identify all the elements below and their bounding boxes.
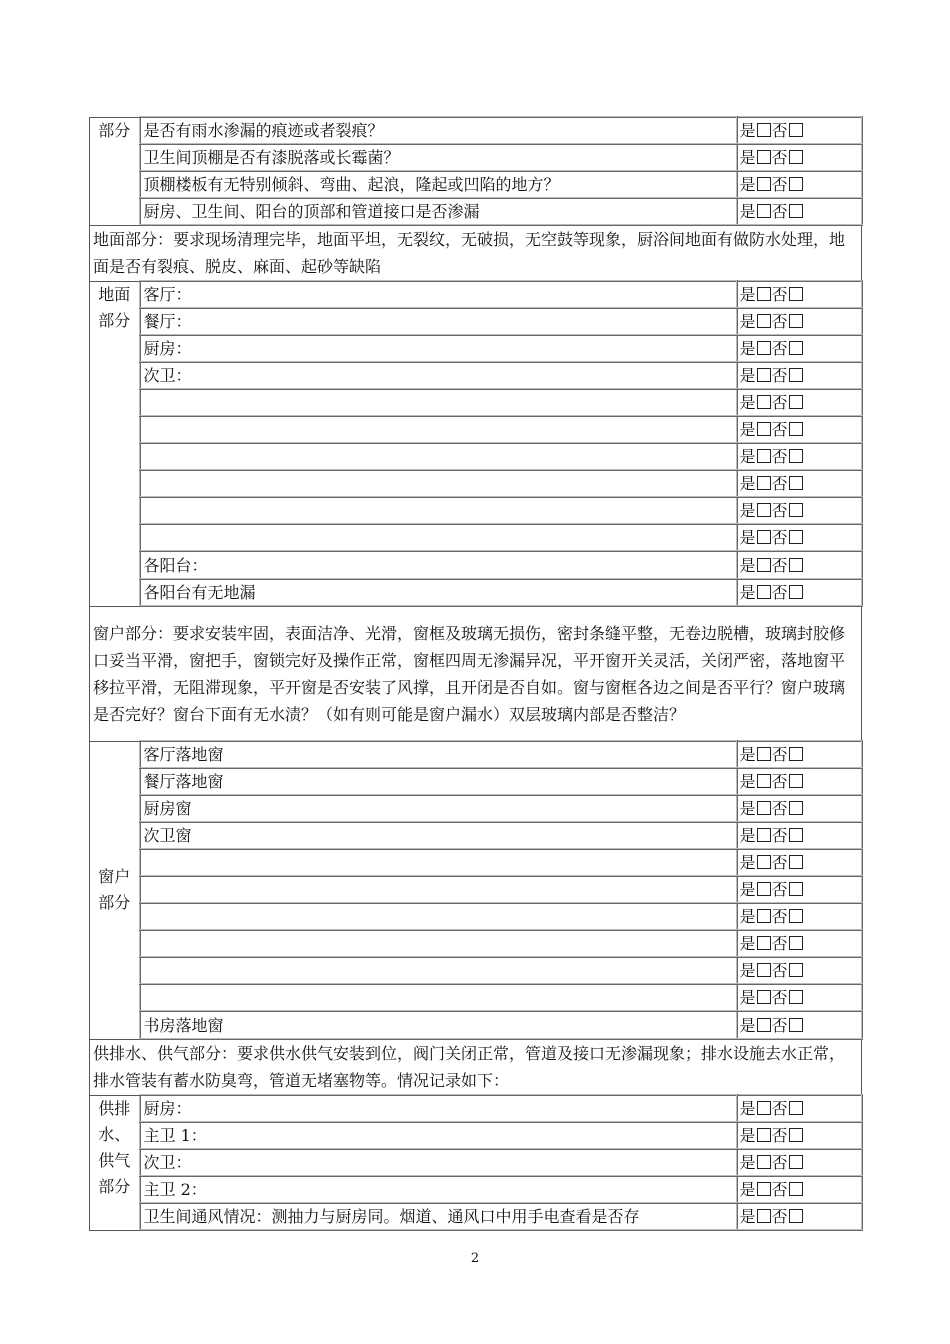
yes-label: 是 (739, 148, 756, 167)
no-checkbox[interactable] (789, 990, 803, 1004)
yes-no-options (737, 117, 862, 144)
no-checkbox[interactable] (789, 909, 803, 923)
item-label[interactable] (140, 903, 737, 930)
yes-checkbox[interactable] (757, 936, 771, 950)
yes-label: 是 (739, 393, 756, 412)
section-header-row (90, 606, 862, 741)
item-label[interactable] (140, 470, 737, 497)
no-checkbox[interactable] (789, 1101, 803, 1115)
yes-no-options (737, 579, 862, 606)
yes-checkbox[interactable] (757, 1128, 771, 1142)
table-row (90, 171, 862, 198)
table-row (90, 198, 862, 225)
table-row (90, 579, 862, 606)
yes-checkbox[interactable] (757, 287, 771, 301)
window-category-line2: 部分 (98, 893, 131, 912)
yes-no-options (737, 1176, 862, 1203)
table-row (90, 144, 862, 171)
table-row (90, 281, 862, 308)
no-label: 否 (771, 799, 788, 818)
no-checkbox[interactable] (789, 963, 803, 977)
floor-category-line1: 地面 (98, 284, 131, 304)
item-label[interactable]: 书房落地窗 (140, 1011, 737, 1039)
no-label: 否 (771, 202, 788, 221)
yes-label: 是 (739, 121, 756, 140)
item-label[interactable]: 厨房窗 (140, 795, 737, 822)
yes-no-options (737, 524, 862, 551)
inspection-form (89, 116, 861, 1231)
table-row (90, 362, 862, 389)
no-label: 否 (771, 312, 788, 331)
table-row (90, 849, 862, 876)
yes-label: 是 (739, 1099, 756, 1118)
no-checkbox[interactable] (789, 150, 803, 164)
item-label[interactable]: 卫生间通风情况：测抽力与厨房同。烟道、通风口中用手电查看是否存 (140, 1203, 737, 1230)
yes-checkbox[interactable] (757, 963, 771, 977)
no-label: 否 (771, 961, 788, 980)
yes-checkbox[interactable] (757, 204, 771, 218)
no-checkbox[interactable] (789, 503, 803, 517)
table-row (90, 903, 862, 930)
item-label[interactable]: 顶棚楼板有无特别倾斜、弯曲、起浪，隆起或凹陷的地方？ (140, 171, 737, 198)
no-label: 否 (771, 148, 788, 167)
floor-category-line2: 部分 (98, 310, 131, 330)
yes-checkbox[interactable] (757, 476, 771, 490)
item-label[interactable]: 次卫窗 (140, 822, 737, 849)
no-checkbox[interactable] (789, 287, 803, 301)
item-label[interactable]: 卫生间顶棚是否有漆脱落或长霉菌？ (140, 144, 737, 171)
yes-label: 是 (739, 366, 756, 385)
no-checkbox[interactable] (789, 314, 803, 328)
table-row (90, 1203, 862, 1230)
yes-checkbox[interactable] (757, 1182, 771, 1196)
no-checkbox[interactable] (789, 341, 803, 355)
yes-checkbox[interactable] (757, 1209, 771, 1223)
yes-checkbox[interactable] (757, 1155, 771, 1169)
window-category-line1: 窗户 (98, 867, 131, 886)
yes-no-options (737, 1095, 862, 1122)
category-label (90, 117, 140, 225)
yes-no-options (737, 171, 862, 198)
yes-label: 是 (739, 1180, 756, 1199)
yes-no-options (737, 768, 862, 795)
table-row (90, 308, 862, 335)
no-checkbox[interactable] (789, 368, 803, 382)
yes-label: 是 (739, 474, 756, 493)
yes-checkbox[interactable] (757, 341, 771, 355)
table-row (90, 1095, 862, 1122)
item-label[interactable]: 客厅落地窗 (140, 741, 737, 768)
yes-no-options (737, 551, 862, 579)
page-number: 2 (470, 1251, 480, 1266)
yes-label: 是 (739, 880, 756, 899)
item-label[interactable] (140, 930, 737, 957)
no-checkbox[interactable] (789, 1128, 803, 1142)
yes-label: 是 (739, 799, 756, 818)
yes-no-options (737, 470, 862, 497)
item-label[interactable]: 厨房： (140, 335, 737, 362)
item-label[interactable] (140, 524, 737, 551)
table-row (90, 930, 862, 957)
no-checkbox[interactable] (789, 177, 803, 191)
yes-no-options (737, 849, 862, 876)
no-checkbox[interactable] (789, 585, 803, 599)
no-label: 否 (771, 1180, 788, 1199)
yes-label: 是 (739, 420, 756, 439)
item-label[interactable]: 客厅： (140, 281, 737, 308)
no-label: 否 (771, 907, 788, 926)
yes-checkbox[interactable] (757, 558, 771, 572)
yes-checkbox[interactable] (757, 990, 771, 1004)
yes-checkbox[interactable] (757, 909, 771, 923)
no-label: 否 (771, 988, 788, 1007)
yes-no-options (737, 741, 862, 768)
no-checkbox[interactable] (789, 422, 803, 436)
item-label[interactable]: 是否有雨水渗漏的痕迹或者裂痕？ (140, 117, 737, 144)
item-label[interactable]: 餐厅落地窗 (140, 768, 737, 795)
no-checkbox[interactable] (789, 774, 803, 788)
yes-checkbox[interactable] (757, 368, 771, 382)
item-label[interactable] (140, 497, 737, 524)
no-label: 否 (771, 555, 788, 575)
yes-label: 是 (739, 175, 756, 194)
table-row (90, 957, 862, 984)
item-label[interactable] (140, 416, 737, 443)
yes-no-options (737, 389, 862, 416)
no-label: 否 (771, 826, 788, 845)
no-checkbox[interactable] (789, 882, 803, 896)
yes-no-options (737, 144, 862, 171)
yes-label: 是 (739, 853, 756, 872)
yes-checkbox[interactable] (757, 882, 771, 896)
table-row (90, 524, 862, 551)
item-label[interactable]: 主卫 2： (140, 1176, 737, 1203)
yes-checkbox[interactable] (757, 1018, 771, 1032)
yes-label: 是 (739, 447, 756, 466)
item-label[interactable]: 餐厅： (140, 308, 737, 335)
yes-no-options (737, 903, 862, 930)
item-label[interactable]: 各阳台有无地漏 (140, 579, 737, 606)
yes-no-options (737, 795, 862, 822)
no-label: 否 (771, 393, 788, 412)
no-label: 否 (771, 772, 788, 791)
yes-no-options (737, 443, 862, 470)
yes-label: 是 (739, 501, 756, 520)
no-label: 否 (771, 175, 788, 194)
yes-label: 是 (739, 934, 756, 953)
table-row (90, 443, 862, 470)
yes-label: 是 (739, 1207, 756, 1226)
table-row (90, 117, 862, 144)
no-label: 否 (771, 583, 788, 602)
no-label: 否 (771, 880, 788, 899)
table-row (90, 551, 862, 579)
table-row (90, 416, 862, 443)
item-label[interactable]: 厨房、卫生间、阳台的顶部和管道接口是否渗漏 (140, 198, 737, 225)
yes-label: 是 (739, 555, 756, 575)
yes-checkbox[interactable] (757, 828, 771, 842)
yes-no-options (737, 930, 862, 957)
inspection-table (89, 116, 863, 1231)
yes-no-options (737, 198, 862, 225)
no-label: 否 (771, 121, 788, 140)
no-label: 否 (771, 1153, 788, 1172)
table-row (90, 768, 862, 795)
plumbing-section-header: 供排水、供气部分：要求供水供气安装到位，阀门关闭正常，管道及接口无渗漏现象；排水设施去水正常，排水管装有蓄水防臭弯，管道无堵塞物等。情况记录如下： (90, 1039, 862, 1095)
yes-label: 是 (739, 1153, 756, 1172)
item-label[interactable] (140, 443, 737, 470)
yes-checkbox[interactable] (757, 747, 771, 761)
ceiling-category: 部分 (98, 120, 131, 140)
table-row (90, 984, 862, 1011)
yes-label: 是 (739, 907, 756, 926)
yes-checkbox[interactable] (757, 150, 771, 164)
yes-label: 是 (739, 285, 756, 304)
yes-no-options (737, 1011, 862, 1039)
no-checkbox[interactable] (789, 530, 803, 544)
yes-no-options (737, 308, 862, 335)
category-label (90, 741, 140, 1039)
yes-checkbox[interactable] (757, 314, 771, 328)
yes-no-options (737, 984, 862, 1011)
no-label: 否 (771, 501, 788, 520)
yes-label: 是 (739, 312, 756, 331)
item-label[interactable] (140, 984, 737, 1011)
no-label: 否 (771, 339, 788, 358)
no-label: 否 (771, 1015, 788, 1035)
yes-no-options (737, 335, 862, 362)
no-checkbox[interactable] (789, 204, 803, 218)
yes-checkbox[interactable] (757, 801, 771, 815)
no-label: 否 (771, 1207, 788, 1226)
no-checkbox[interactable] (789, 476, 803, 490)
yes-checkbox[interactable] (757, 177, 771, 191)
table-row (90, 1011, 862, 1039)
item-label[interactable] (140, 957, 737, 984)
no-checkbox[interactable] (789, 123, 803, 137)
table-row (90, 470, 862, 497)
table-row (90, 822, 862, 849)
section-header-row (90, 1039, 862, 1095)
no-checkbox[interactable] (789, 395, 803, 409)
yes-label: 是 (739, 1126, 756, 1145)
table-row (90, 1149, 862, 1176)
yes-no-options (737, 497, 862, 524)
yes-checkbox[interactable] (757, 422, 771, 436)
no-checkbox[interactable] (789, 1155, 803, 1169)
no-checkbox[interactable] (789, 855, 803, 869)
yes-no-options (737, 957, 862, 984)
yes-no-options (737, 1203, 862, 1230)
yes-label: 是 (739, 583, 756, 602)
no-checkbox[interactable] (789, 828, 803, 842)
table-row (90, 1122, 862, 1149)
no-checkbox[interactable] (789, 1018, 803, 1032)
item-label[interactable]: 主卫 1： (140, 1122, 737, 1149)
yes-checkbox[interactable] (757, 395, 771, 409)
item-label[interactable] (140, 389, 737, 416)
no-label: 否 (771, 366, 788, 385)
no-label: 否 (771, 447, 788, 466)
table-row (90, 335, 862, 362)
item-label[interactable]: 次卫： (140, 362, 737, 389)
table-row (90, 1176, 862, 1203)
no-checkbox[interactable] (789, 449, 803, 463)
table-row (90, 876, 862, 903)
no-checkbox[interactable] (789, 1209, 803, 1223)
no-checkbox[interactable] (789, 558, 803, 572)
floor-section-header: 地面部分：要求现场清理完毕，地面平坦，无裂纹，无破损，无空鼓等现象，厨浴间地面有做防水处理，地面是否有裂痕、脱皮、麻面、起砂等缺陷 (90, 225, 862, 281)
window-section-header: 窗户部分：要求安装牢固，表面洁净、光滑，窗框及玻璃无损伤，密封条缝平整，无卷边脱槽，玻璃封胶修口妥当平滑，窗把手，窗锁完好及操作正常，窗框四周无渗漏异况，平开窗开关灵活，关闭严密，落地窗平移拉平滑，无阻滞现象，平开窗是否安装了风撑，且开闭是否自如。窗与窗框各边之间是否平行？窗户玻璃是否完好？窗台下面有无水渍？（如有则可能是窗户漏水）双层玻璃内部是否整洁？ (90, 606, 862, 741)
yes-label: 是 (739, 1015, 756, 1035)
yes-no-options (737, 362, 862, 389)
table-row (90, 741, 862, 768)
yes-no-options (737, 876, 862, 903)
item-label[interactable]: 厨房： (140, 1095, 737, 1122)
no-label: 否 (771, 528, 788, 547)
no-label: 否 (771, 745, 788, 764)
no-label: 否 (771, 853, 788, 872)
yes-label: 是 (739, 339, 756, 358)
no-label: 否 (771, 420, 788, 439)
item-label[interactable]: 次卫： (140, 1149, 737, 1176)
yes-no-options (737, 1149, 862, 1176)
yes-checkbox[interactable] (757, 774, 771, 788)
yes-no-options (737, 822, 862, 849)
yes-label: 是 (739, 988, 756, 1007)
section-header-row (90, 225, 862, 281)
yes-label: 是 (739, 772, 756, 791)
yes-checkbox[interactable] (757, 855, 771, 869)
yes-label: 是 (739, 961, 756, 980)
no-checkbox[interactable] (789, 1182, 803, 1196)
no-label: 否 (771, 285, 788, 304)
yes-checkbox[interactable] (757, 530, 771, 544)
yes-checkbox[interactable] (757, 1101, 771, 1115)
yes-label: 是 (739, 528, 756, 547)
yes-label: 是 (739, 202, 756, 221)
table-row (90, 795, 862, 822)
yes-no-options (737, 281, 862, 308)
yes-no-options (737, 416, 862, 443)
yes-checkbox[interactable] (757, 449, 771, 463)
no-label: 否 (771, 1126, 788, 1145)
table-row (90, 497, 862, 524)
item-label[interactable]: 各阳台： (140, 551, 737, 579)
category-label (90, 1095, 140, 1230)
yes-no-options (737, 1122, 862, 1149)
no-checkbox[interactable] (789, 801, 803, 815)
no-checkbox[interactable] (789, 747, 803, 761)
table-row (90, 389, 862, 416)
no-checkbox[interactable] (789, 936, 803, 950)
yes-checkbox[interactable] (757, 585, 771, 599)
no-label: 否 (771, 474, 788, 493)
item-label[interactable] (140, 849, 737, 876)
yes-label: 是 (739, 745, 756, 764)
plumbing-category: 供排水、供气部分 (98, 1098, 131, 1196)
no-label: 否 (771, 934, 788, 953)
yes-checkbox[interactable] (757, 503, 771, 517)
yes-label: 是 (739, 826, 756, 845)
category-label (90, 281, 140, 606)
no-label: 否 (771, 1099, 788, 1118)
yes-checkbox[interactable] (757, 123, 771, 137)
item-label[interactable] (140, 876, 737, 903)
